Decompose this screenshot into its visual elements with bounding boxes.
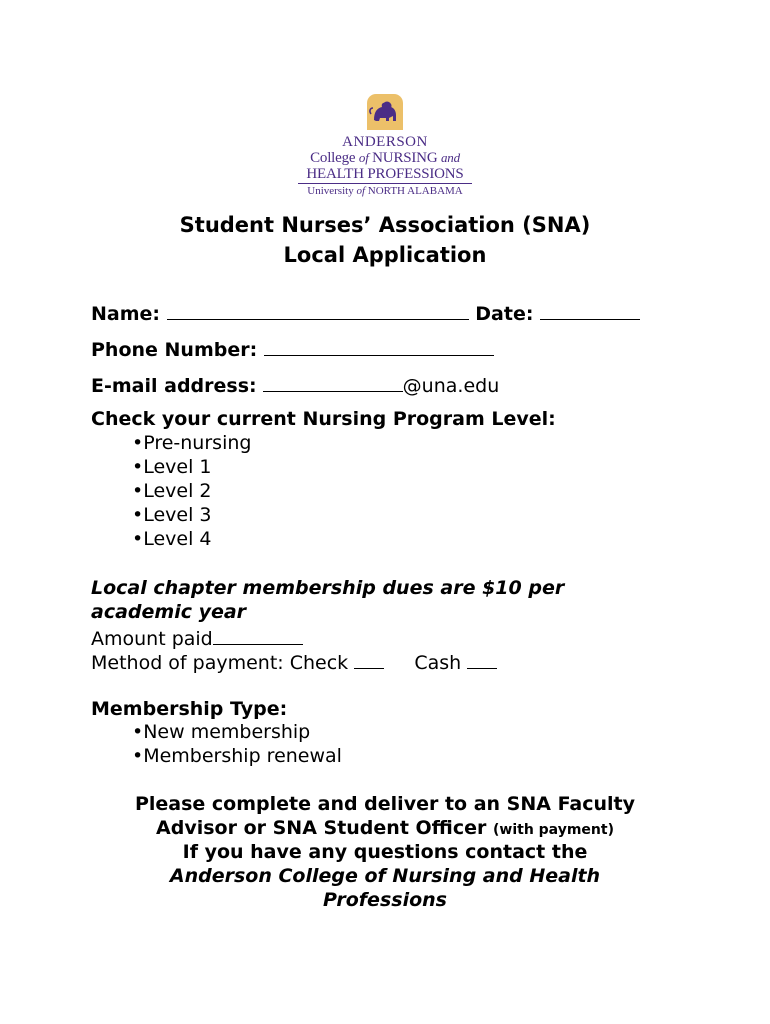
date-label: Date: bbox=[475, 303, 534, 325]
name-date-row bbox=[91, 299, 640, 326]
logo-text-university: University of NORTH ALABAMA bbox=[298, 183, 472, 198]
dues-notice-line1: Local chapter membership dues are $10 per bbox=[91, 577, 565, 599]
footer-instruction-line1: Please complete and deliver to an SNA Faculty bbox=[134, 793, 636, 815]
college-logo bbox=[290, 94, 480, 200]
phone-label: Phone Number: bbox=[91, 339, 258, 361]
email-label: E-mail address: bbox=[91, 375, 257, 397]
email-row bbox=[91, 371, 499, 398]
membership-option-renewal[interactable]: •Membership renewal bbox=[132, 745, 342, 767]
page-title: Student Nurses’ Association (SNA) bbox=[179, 213, 591, 237]
level-option-3[interactable]: •Level 3 bbox=[132, 504, 212, 526]
footer-college-name-line1: Anderson College of Nursing and Health bbox=[169, 865, 601, 887]
membership-type-heading: Membership Type: bbox=[91, 698, 288, 720]
date-field[interactable] bbox=[540, 299, 640, 320]
phone-row bbox=[91, 335, 494, 362]
name-field[interactable] bbox=[167, 299, 469, 320]
level-option-2[interactable]: •Level 2 bbox=[132, 480, 212, 502]
program-level-heading: Check your current Nursing Program Level: bbox=[91, 408, 556, 430]
footer-contact-line: If you have any questions contact the bbox=[182, 841, 588, 863]
level-option-pre-nursing[interactable]: •Pre-nursing bbox=[132, 432, 252, 454]
logo-text-health: HEALTH PROFESSIONS bbox=[306, 166, 464, 182]
logo-text-anderson: ANDERSON bbox=[342, 134, 428, 150]
dues-notice-line2: academic year bbox=[91, 601, 247, 623]
membership-option-new[interactable]: •New membership bbox=[132, 721, 311, 743]
cash-label: Cash bbox=[414, 652, 462, 674]
amount-paid-label: Amount paid bbox=[91, 628, 213, 650]
footer-college-name-line2: Professions bbox=[323, 889, 447, 911]
level-option-4[interactable]: •Level 4 bbox=[132, 528, 212, 550]
email-field[interactable] bbox=[263, 371, 403, 392]
check-field[interactable] bbox=[354, 648, 384, 669]
name-label: Name: bbox=[91, 303, 161, 325]
footer-instruction-line2: Advisor or SNA Student Officer (with payment) bbox=[156, 817, 614, 839]
payment-method-row bbox=[91, 648, 497, 675]
logo-text-college: College of NURSING and bbox=[310, 150, 460, 166]
payment-method-label: Method of payment: Check bbox=[91, 652, 349, 674]
level-option-1[interactable]: •Level 1 bbox=[132, 456, 212, 478]
page-subtitle: Local Application bbox=[283, 243, 487, 267]
lion-icon bbox=[367, 94, 403, 130]
cash-field[interactable] bbox=[467, 648, 497, 669]
amount-paid-field[interactable] bbox=[213, 624, 303, 645]
amount-paid-row bbox=[91, 624, 303, 651]
phone-field[interactable] bbox=[264, 335, 494, 356]
email-suffix: @una.edu bbox=[402, 375, 500, 397]
